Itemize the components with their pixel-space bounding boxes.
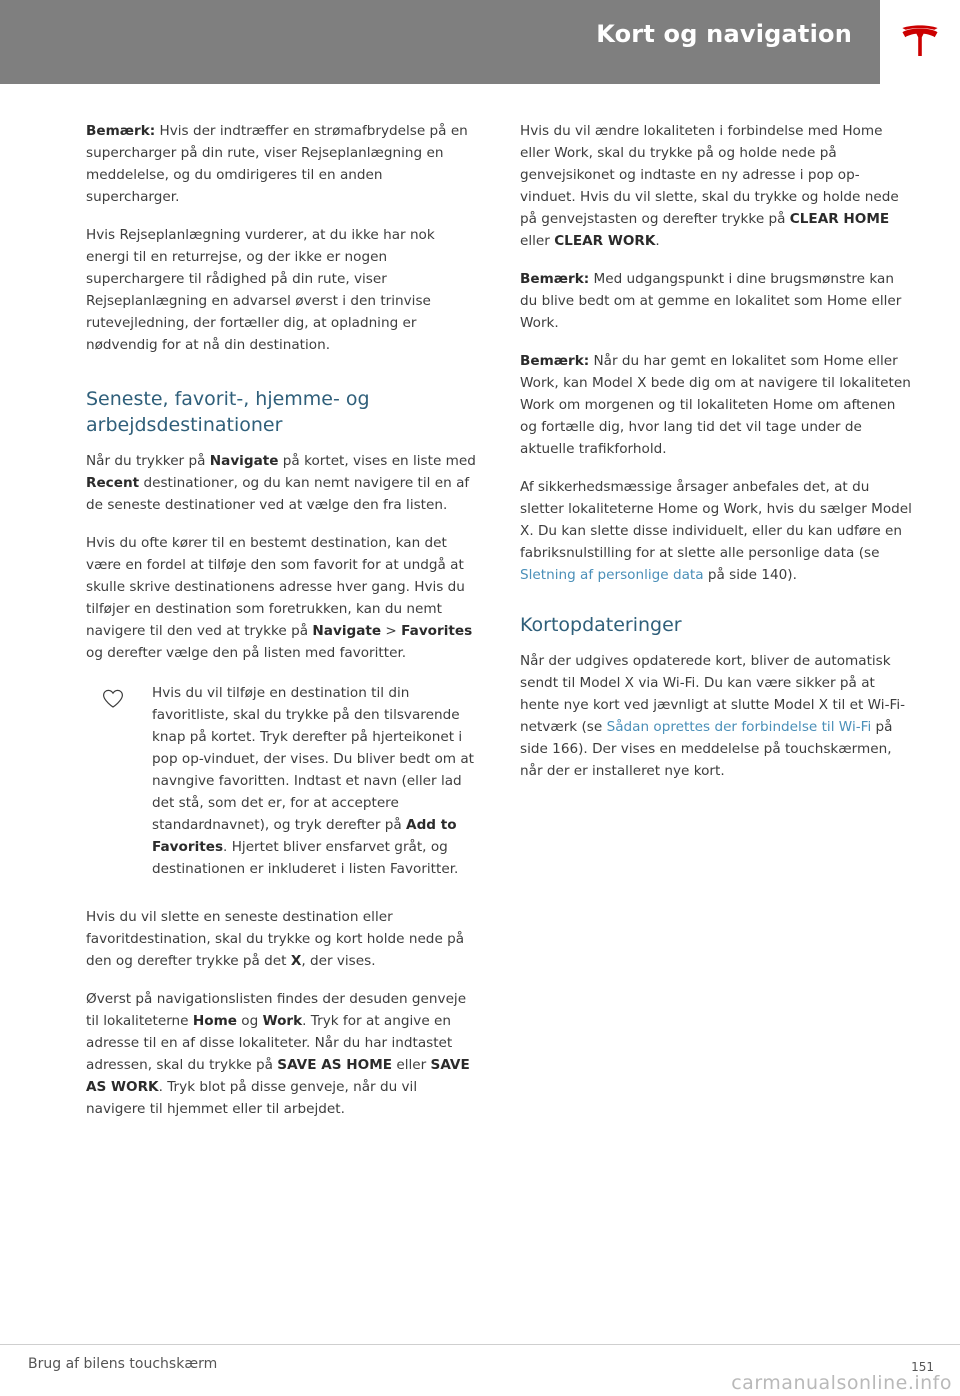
paragraph-note-usage-patterns	[520, 268, 914, 334]
ui-term-x: X	[290, 953, 302, 969]
paragraph-change-home-work	[520, 120, 914, 252]
paragraph-map-updates	[520, 650, 914, 782]
paragraph-navigate-recent	[86, 450, 480, 516]
watermark: carmanualsonline.info	[731, 1372, 952, 1394]
ui-term-work: Work	[262, 1013, 303, 1029]
footer-divider	[0, 1344, 960, 1345]
text-fragment: Øverst på navigationslisten findes der desuden genveje til lokaliteterne	[86, 991, 467, 1029]
link-sletning-af-personlige-data[interactable]: Sletning af personlige data	[520, 567, 704, 583]
text-fragment: Af sikkerhedsmæssige årsager anbefales det, at du sletter lokaliteterne Home og Work, hvis du sælger Model X. Du kan slette disse individuelt, eller du kan udføre en fabriksnulstilling for at slette alle personlige data (se	[520, 479, 912, 561]
text-fragment: og	[236, 1013, 263, 1029]
tesla-logo-icon	[898, 20, 942, 64]
text-fragment: .	[655, 233, 660, 249]
text-fragment: eller	[520, 233, 555, 249]
text-fragment: , der vises.	[301, 953, 376, 969]
paragraph-trip-planner-warning: Hvis Rejseplanlægning vurderer, at du ikke har nok energi til en returrejse, og der ikke er nogen superchargere til rådighed på din rute, viser Rejseplanlægning en advarsel øverst i den trinvise rutevejledning, der fortæller dig, at opladning er nødvendig for at nå din destination.	[86, 227, 435, 353]
page-title: Kort og navigation	[596, 20, 852, 48]
note-label: Bemærk:	[520, 271, 590, 287]
paragraph-home-work-shortcuts	[86, 988, 480, 1120]
note-text: Med udgangspunkt i dine brugsmønstre kan du blive bedt om at gemme en lokalitet som Home eller Work.	[520, 271, 902, 331]
page-footer	[0, 1344, 960, 1396]
note-label: Bemærk:	[520, 353, 590, 369]
paragraph-note-commute-suggestions	[520, 350, 914, 460]
text-fragment: Hvis du vil ændre lokaliteten i forbindelse med Home eller Work, skal du trykke på og holde nede på genvejsikonet og indtaste en ny adresse i pop op-vinduet. Hvis du vil slette, skal du trykke og holde nede på genvejstasten og derefter trykke på	[520, 123, 899, 227]
page-header	[0, 0, 960, 84]
link-wifi-forbindelse[interactable]: Sådan oprettes der forbindelse til Wi-Fi	[606, 719, 872, 735]
ui-term-clear-work: CLEAR WORK	[554, 233, 656, 249]
ui-term-save-as-work: SAVE AS WORK	[86, 1057, 470, 1095]
ui-term-save-as-home: SAVE AS HOME	[277, 1057, 393, 1073]
text-fragment: på kortet, vises en liste med	[278, 453, 476, 469]
heading-kortopdateringer: Kortopdateringer	[520, 614, 682, 636]
text-fragment: eller	[392, 1057, 431, 1073]
text-fragment: Når der udgives opdaterede kort, bliver de automatisk sendt til Model X via Wi-Fi. Du kan være sikker på at hente nye kort ved jævnligt at slutte Model X til et Wi-Fi-netværk (se	[520, 653, 905, 735]
text-fragment: >	[381, 623, 402, 639]
text-fragment: . Tryk for at angive en adresse til en af disse lokaliteter. Når du har indtastet adressen, skal du trykke på	[86, 1013, 453, 1073]
ui-term-clear-home: CLEAR HOME	[789, 211, 890, 227]
ui-term-add-to-favorites: Add to Favorites	[152, 817, 457, 855]
text-fragment: destinationer, og du kan nemt navigere til en af de seneste destinationer ved at vælge den fra listen.	[86, 475, 470, 513]
ui-term-home: Home	[192, 1013, 237, 1029]
heading-recent-favorite-home-work: Seneste, favorit-, hjemme- og arbejdsdestinationer	[86, 388, 370, 436]
text-fragment: Når du trykker på	[86, 453, 210, 469]
page-number: 151	[911, 1360, 934, 1374]
text-fragment: . Tryk blot på disse genveje, når du vil navigere til hjemmet eller til arbejdet.	[86, 1079, 418, 1117]
ui-term-navigate: Navigate	[312, 623, 382, 639]
text-fragment: og derefter vælge den på listen med favoritter.	[86, 645, 407, 661]
paragraph-delete-destination	[86, 906, 480, 972]
left-column	[86, 120, 480, 1120]
callout-add-to-favorites	[86, 682, 480, 880]
paragraph-note-power-outage	[86, 120, 480, 208]
note-label: Bemærk:	[86, 123, 156, 139]
heart-outline-icon	[102, 689, 124, 709]
footer-section-label: Brug af bilens touchskærm	[28, 1356, 218, 1372]
tesla-logo	[880, 0, 960, 84]
note-text: Hvis der indtræffer en strømafbrydelse på en supercharger på din rute, viser Rejseplanlægning en meddelelse, og du omdirigeres til en anden supercharger.	[86, 123, 468, 205]
text-fragment: Hvis du ofte kører til en bestemt destination, kan det være en fordel at tilføje den som favorit for at undgå at skulle skrive destinationens adresse hver gang. Hvis du tilføjer en destination som foretrukken, kan du nemt navigere til den ved at trykke på	[86, 535, 465, 639]
ui-term-navigate: Navigate	[209, 453, 279, 469]
callout-text	[152, 682, 480, 880]
paragraph-safety-delete-locations	[520, 476, 914, 586]
right-column	[520, 120, 914, 782]
text-fragment: Hvis du vil tilføje en destination til din favoritliste, skal du trykke på den tilsvarende knap på kortet. Tryk derefter på hjerteikonet i pop op-vinduet, der vises. Du bliver bedt om at navngive favoritten. Indtast et navn (eller lad det stå, som det er, for at acceptere standardnavnet), og tryk derefter på	[152, 685, 475, 833]
text-fragment: . Hjertet bliver ensfarvet gråt, og destinationen er inkluderet i listen Favoritter.	[152, 839, 459, 877]
text-fragment: på side 166). Der vises en meddelelse på touchskærmen, når der er installeret nye kort.	[520, 719, 893, 779]
text-fragment: Hvis du vil slette en seneste destination eller favoritdestination, skal du trykke og kort holde nede på den og derefter trykke på det	[86, 909, 465, 969]
ui-term-recent: Recent	[86, 475, 140, 491]
paragraph-add-favorite	[86, 532, 480, 664]
ui-term-favorites: Favorites	[401, 623, 473, 639]
heart-icon	[98, 684, 128, 714]
note-text: Når du har gemt en lokalitet som Home eller Work, kan Model X bede dig om at navigere til lokaliteten Work om morgenen og til lokaliteten Home om aftenen og fortælle dig, hvor lang tid det vil tage under de aktuelle trafikforhold.	[520, 353, 911, 457]
text-fragment: på side 140).	[703, 567, 797, 583]
